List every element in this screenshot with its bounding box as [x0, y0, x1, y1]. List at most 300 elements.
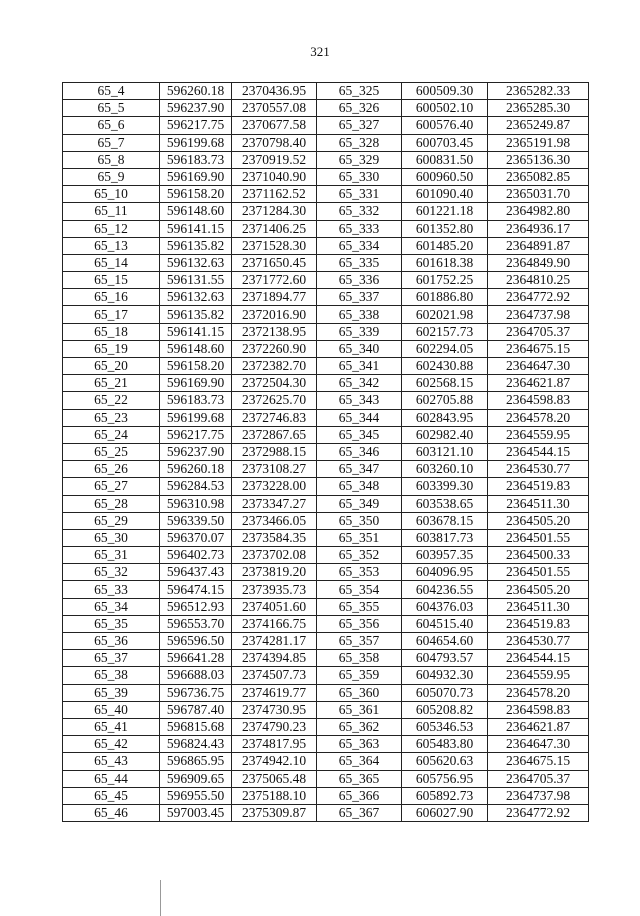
x-coordinate-cell: 602568.15 [402, 375, 488, 392]
y-coordinate-cell: 2364647.30 [488, 358, 589, 375]
x-coordinate-cell: 596158.20 [160, 358, 232, 375]
x-coordinate-cell: 596815.68 [160, 718, 232, 735]
y-coordinate-cell: 2365136.30 [488, 151, 589, 168]
point-id-cell: 65_357 [317, 633, 402, 650]
x-coordinate-cell: 600703.45 [402, 134, 488, 151]
x-coordinate-cell: 596437.43 [160, 564, 232, 581]
x-coordinate-cell: 596865.95 [160, 753, 232, 770]
x-coordinate-cell: 596553.70 [160, 615, 232, 632]
y-coordinate-cell: 2372504.30 [232, 375, 317, 392]
point-id-cell: 65_33 [63, 581, 160, 598]
y-coordinate-cell: 2370919.52 [232, 151, 317, 168]
table-row [63, 426, 589, 443]
point-id-cell: 65_16 [63, 289, 160, 306]
y-coordinate-cell: 2374942.10 [232, 753, 317, 770]
point-id-cell: 65_355 [317, 598, 402, 615]
table-row [63, 718, 589, 735]
point-id-cell: 65_38 [63, 667, 160, 684]
point-id-cell: 65_336 [317, 272, 402, 289]
x-coordinate-cell: 596141.15 [160, 323, 232, 340]
y-coordinate-cell: 2370798.40 [232, 134, 317, 151]
y-coordinate-cell: 2374790.23 [232, 718, 317, 735]
point-id-cell: 65_32 [63, 564, 160, 581]
y-coordinate-cell: 2364982.80 [488, 203, 589, 220]
y-coordinate-cell: 2371528.30 [232, 237, 317, 254]
y-coordinate-cell: 2375309.87 [232, 804, 317, 821]
y-coordinate-cell: 2372746.83 [232, 409, 317, 426]
y-coordinate-cell: 2364849.90 [488, 254, 589, 271]
point-id-cell: 65_26 [63, 461, 160, 478]
x-coordinate-cell: 596148.60 [160, 203, 232, 220]
x-coordinate-cell: 601886.80 [402, 289, 488, 306]
x-coordinate-cell: 596237.90 [160, 443, 232, 460]
x-coordinate-cell: 605208.82 [402, 701, 488, 718]
point-id-cell: 65_326 [317, 100, 402, 117]
y-coordinate-cell: 2364501.55 [488, 529, 589, 546]
x-coordinate-cell: 596199.68 [160, 134, 232, 151]
y-coordinate-cell: 2364675.15 [488, 340, 589, 357]
x-coordinate-cell: 596339.50 [160, 512, 232, 529]
table-row [63, 83, 589, 100]
x-coordinate-cell: 596787.40 [160, 701, 232, 718]
table-row [63, 461, 589, 478]
point-id-cell: 65_358 [317, 650, 402, 667]
x-coordinate-cell: 602294.05 [402, 340, 488, 357]
x-coordinate-cell: 596217.75 [160, 426, 232, 443]
x-coordinate-cell: 601752.25 [402, 272, 488, 289]
x-coordinate-cell: 600831.50 [402, 151, 488, 168]
point-id-cell: 65_366 [317, 787, 402, 804]
point-id-cell: 65_328 [317, 134, 402, 151]
point-id-cell: 65_364 [317, 753, 402, 770]
table-row [63, 340, 589, 357]
x-coordinate-cell: 596736.75 [160, 684, 232, 701]
table-row [63, 151, 589, 168]
x-coordinate-cell: 596199.68 [160, 409, 232, 426]
y-coordinate-cell: 2364705.37 [488, 323, 589, 340]
y-coordinate-cell: 2364578.20 [488, 409, 589, 426]
point-id-cell: 65_337 [317, 289, 402, 306]
y-coordinate-cell: 2372988.15 [232, 443, 317, 460]
y-coordinate-cell: 2364810.25 [488, 272, 589, 289]
scan-edge-line [160, 880, 161, 916]
x-coordinate-cell: 600509.30 [402, 83, 488, 100]
x-coordinate-cell: 603260.10 [402, 461, 488, 478]
point-id-cell: 65_341 [317, 358, 402, 375]
point-id-cell: 65_20 [63, 358, 160, 375]
point-id-cell: 65_334 [317, 237, 402, 254]
x-coordinate-cell: 603399.30 [402, 478, 488, 495]
x-coordinate-cell: 605346.53 [402, 718, 488, 735]
point-id-cell: 65_45 [63, 787, 160, 804]
table-row [63, 547, 589, 564]
table-row [63, 272, 589, 289]
table-row [63, 804, 589, 821]
point-id-cell: 65_11 [63, 203, 160, 220]
y-coordinate-cell: 2372382.70 [232, 358, 317, 375]
y-coordinate-cell: 2371650.45 [232, 254, 317, 271]
point-id-cell: 65_342 [317, 375, 402, 392]
x-coordinate-cell: 596237.90 [160, 100, 232, 117]
point-id-cell: 65_25 [63, 443, 160, 460]
x-coordinate-cell: 597003.45 [160, 804, 232, 821]
point-id-cell: 65_331 [317, 186, 402, 203]
y-coordinate-cell: 2370436.95 [232, 83, 317, 100]
point-id-cell: 65_10 [63, 186, 160, 203]
y-coordinate-cell: 2364737.98 [488, 787, 589, 804]
point-id-cell: 65_5 [63, 100, 160, 117]
point-id-cell: 65_12 [63, 220, 160, 237]
x-coordinate-cell: 602982.40 [402, 426, 488, 443]
y-coordinate-cell: 2375188.10 [232, 787, 317, 804]
x-coordinate-cell: 606027.90 [402, 804, 488, 821]
table-row [63, 186, 589, 203]
y-coordinate-cell: 2364772.92 [488, 289, 589, 306]
y-coordinate-cell: 2372867.65 [232, 426, 317, 443]
x-coordinate-cell: 596183.73 [160, 151, 232, 168]
point-id-cell: 65_36 [63, 633, 160, 650]
x-coordinate-cell: 596217.75 [160, 117, 232, 134]
y-coordinate-cell: 2364705.37 [488, 770, 589, 787]
point-id-cell: 65_348 [317, 478, 402, 495]
y-coordinate-cell: 2371284.30 [232, 203, 317, 220]
point-id-cell: 65_28 [63, 495, 160, 512]
table-row [63, 598, 589, 615]
y-coordinate-cell: 2374817.95 [232, 736, 317, 753]
x-coordinate-cell: 605483.80 [402, 736, 488, 753]
x-coordinate-cell: 600960.50 [402, 168, 488, 185]
x-coordinate-cell: 602705.88 [402, 392, 488, 409]
point-id-cell: 65_345 [317, 426, 402, 443]
y-coordinate-cell: 2364936.17 [488, 220, 589, 237]
point-id-cell: 65_13 [63, 237, 160, 254]
table-row [63, 237, 589, 254]
y-coordinate-cell: 2371040.90 [232, 168, 317, 185]
x-coordinate-cell: 596370.07 [160, 529, 232, 546]
x-coordinate-cell: 596512.93 [160, 598, 232, 615]
y-coordinate-cell: 2364772.92 [488, 804, 589, 821]
y-coordinate-cell: 2373466.05 [232, 512, 317, 529]
x-coordinate-cell: 603538.65 [402, 495, 488, 512]
x-coordinate-cell: 602021.98 [402, 306, 488, 323]
point-id-cell: 65_333 [317, 220, 402, 237]
point-id-cell: 65_340 [317, 340, 402, 357]
y-coordinate-cell: 2364544.15 [488, 650, 589, 667]
x-coordinate-cell: 596169.90 [160, 375, 232, 392]
point-id-cell: 65_24 [63, 426, 160, 443]
x-coordinate-cell: 604515.40 [402, 615, 488, 632]
x-coordinate-cell: 596131.55 [160, 272, 232, 289]
y-coordinate-cell: 2365285.30 [488, 100, 589, 117]
page-number: 321 [310, 44, 330, 59]
point-id-cell: 65_339 [317, 323, 402, 340]
table-row [63, 512, 589, 529]
point-id-cell: 65_42 [63, 736, 160, 753]
x-coordinate-cell: 596135.82 [160, 306, 232, 323]
point-id-cell: 65_37 [63, 650, 160, 667]
x-coordinate-cell: 596641.28 [160, 650, 232, 667]
point-id-cell: 65_14 [63, 254, 160, 271]
y-coordinate-cell: 2373702.08 [232, 547, 317, 564]
point-id-cell: 65_30 [63, 529, 160, 546]
y-coordinate-cell: 2364559.95 [488, 667, 589, 684]
x-coordinate-cell: 596135.82 [160, 237, 232, 254]
y-coordinate-cell: 2364530.77 [488, 633, 589, 650]
x-coordinate-cell: 596183.73 [160, 392, 232, 409]
y-coordinate-cell: 2372260.90 [232, 340, 317, 357]
table-row [63, 650, 589, 667]
x-coordinate-cell: 601485.20 [402, 237, 488, 254]
table-row [63, 529, 589, 546]
x-coordinate-cell: 596596.50 [160, 633, 232, 650]
point-id-cell: 65_29 [63, 512, 160, 529]
y-coordinate-cell: 2364578.20 [488, 684, 589, 701]
table-row [63, 168, 589, 185]
y-coordinate-cell: 2373108.27 [232, 461, 317, 478]
y-coordinate-cell: 2365082.85 [488, 168, 589, 185]
table-row [63, 770, 589, 787]
y-coordinate-cell: 2364505.20 [488, 512, 589, 529]
point-id-cell: 65_330 [317, 168, 402, 185]
point-id-cell: 65_22 [63, 392, 160, 409]
y-coordinate-cell: 2364505.20 [488, 581, 589, 598]
y-coordinate-cell: 2364675.15 [488, 753, 589, 770]
x-coordinate-cell: 596158.20 [160, 186, 232, 203]
point-id-cell: 65_365 [317, 770, 402, 787]
y-coordinate-cell: 2372016.90 [232, 306, 317, 323]
y-coordinate-cell: 2364511.30 [488, 495, 589, 512]
point-id-cell: 65_17 [63, 306, 160, 323]
y-coordinate-cell: 2374394.85 [232, 650, 317, 667]
y-coordinate-cell: 2364621.87 [488, 718, 589, 735]
x-coordinate-cell: 604096.95 [402, 564, 488, 581]
point-id-cell: 65_335 [317, 254, 402, 271]
point-id-cell: 65_41 [63, 718, 160, 735]
point-id-cell: 65_363 [317, 736, 402, 753]
y-coordinate-cell: 2364519.83 [488, 478, 589, 495]
y-coordinate-cell: 2370557.08 [232, 100, 317, 117]
point-id-cell: 65_7 [63, 134, 160, 151]
point-id-cell: 65_21 [63, 375, 160, 392]
x-coordinate-cell: 596260.18 [160, 461, 232, 478]
x-coordinate-cell: 604376.03 [402, 598, 488, 615]
table-row [63, 787, 589, 804]
point-id-cell: 65_347 [317, 461, 402, 478]
x-coordinate-cell: 596824.43 [160, 736, 232, 753]
y-coordinate-cell: 2374730.95 [232, 701, 317, 718]
point-id-cell: 65_40 [63, 701, 160, 718]
y-coordinate-cell: 2374507.73 [232, 667, 317, 684]
point-id-cell: 65_354 [317, 581, 402, 598]
coordinate-table-body [63, 83, 589, 822]
point-id-cell: 65_44 [63, 770, 160, 787]
table-row [63, 358, 589, 375]
table-row [63, 289, 589, 306]
x-coordinate-cell: 596909.65 [160, 770, 232, 787]
x-coordinate-cell: 601618.38 [402, 254, 488, 271]
point-id-cell: 65_15 [63, 272, 160, 289]
point-id-cell: 65_31 [63, 547, 160, 564]
x-coordinate-cell: 596141.15 [160, 220, 232, 237]
point-id-cell: 65_338 [317, 306, 402, 323]
point-id-cell: 65_367 [317, 804, 402, 821]
x-coordinate-cell: 603957.35 [402, 547, 488, 564]
x-coordinate-cell: 596310.98 [160, 495, 232, 512]
x-coordinate-cell: 596955.50 [160, 787, 232, 804]
point-id-cell: 65_343 [317, 392, 402, 409]
table-row [63, 684, 589, 701]
point-id-cell: 65_23 [63, 409, 160, 426]
x-coordinate-cell: 604932.30 [402, 667, 488, 684]
point-id-cell: 65_346 [317, 443, 402, 460]
x-coordinate-cell: 602843.95 [402, 409, 488, 426]
x-coordinate-cell: 601221.18 [402, 203, 488, 220]
table-row [63, 409, 589, 426]
point-id-cell: 65_35 [63, 615, 160, 632]
table-row [63, 117, 589, 134]
y-coordinate-cell: 2373347.27 [232, 495, 317, 512]
table-row [63, 203, 589, 220]
y-coordinate-cell: 2373228.00 [232, 478, 317, 495]
point-id-cell: 65_327 [317, 117, 402, 134]
point-id-cell: 65_353 [317, 564, 402, 581]
y-coordinate-cell: 2364559.95 [488, 426, 589, 443]
y-coordinate-cell: 2370677.58 [232, 117, 317, 134]
point-id-cell: 65_27 [63, 478, 160, 495]
table-row [63, 254, 589, 271]
point-id-cell: 65_46 [63, 804, 160, 821]
table-row [63, 478, 589, 495]
table-row [63, 495, 589, 512]
y-coordinate-cell: 2371162.52 [232, 186, 317, 203]
x-coordinate-cell: 603817.73 [402, 529, 488, 546]
x-coordinate-cell: 602430.88 [402, 358, 488, 375]
point-id-cell: 65_361 [317, 701, 402, 718]
x-coordinate-cell: 596169.90 [160, 168, 232, 185]
point-id-cell: 65_19 [63, 340, 160, 357]
x-coordinate-cell: 596148.60 [160, 340, 232, 357]
y-coordinate-cell: 2364544.15 [488, 443, 589, 460]
point-id-cell: 65_8 [63, 151, 160, 168]
y-coordinate-cell: 2364500.33 [488, 547, 589, 564]
y-coordinate-cell: 2365031.70 [488, 186, 589, 203]
table-row [63, 306, 589, 323]
x-coordinate-cell: 602157.73 [402, 323, 488, 340]
y-coordinate-cell: 2364511.30 [488, 598, 589, 615]
point-id-cell: 65_6 [63, 117, 160, 134]
table-row [63, 220, 589, 237]
point-id-cell: 65_356 [317, 615, 402, 632]
y-coordinate-cell: 2364647.30 [488, 736, 589, 753]
x-coordinate-cell: 601352.80 [402, 220, 488, 237]
point-id-cell: 65_332 [317, 203, 402, 220]
point-id-cell: 65_359 [317, 667, 402, 684]
y-coordinate-cell: 2371772.60 [232, 272, 317, 289]
point-id-cell: 65_351 [317, 529, 402, 546]
y-coordinate-cell: 2364530.77 [488, 461, 589, 478]
x-coordinate-cell: 605620.63 [402, 753, 488, 770]
table-row [63, 100, 589, 117]
y-coordinate-cell: 2374281.17 [232, 633, 317, 650]
y-coordinate-cell: 2374051.60 [232, 598, 317, 615]
x-coordinate-cell: 600576.40 [402, 117, 488, 134]
point-id-cell: 65_362 [317, 718, 402, 735]
x-coordinate-cell: 605756.95 [402, 770, 488, 787]
point-id-cell: 65_352 [317, 547, 402, 564]
table-row [63, 375, 589, 392]
coordinate-table [62, 82, 589, 822]
y-coordinate-cell: 2364621.87 [488, 375, 589, 392]
x-coordinate-cell: 604654.60 [402, 633, 488, 650]
point-id-cell: 65_4 [63, 83, 160, 100]
x-coordinate-cell: 596260.18 [160, 83, 232, 100]
y-coordinate-cell: 2364737.98 [488, 306, 589, 323]
point-id-cell: 65_360 [317, 684, 402, 701]
point-id-cell: 65_329 [317, 151, 402, 168]
y-coordinate-cell: 2373584.35 [232, 529, 317, 546]
x-coordinate-cell: 596688.03 [160, 667, 232, 684]
y-coordinate-cell: 2374619.77 [232, 684, 317, 701]
table-row [63, 392, 589, 409]
y-coordinate-cell: 2365191.98 [488, 134, 589, 151]
table-row [63, 564, 589, 581]
y-coordinate-cell: 2373819.20 [232, 564, 317, 581]
x-coordinate-cell: 600502.10 [402, 100, 488, 117]
y-coordinate-cell: 2373935.73 [232, 581, 317, 598]
y-coordinate-cell: 2372138.95 [232, 323, 317, 340]
point-id-cell: 65_325 [317, 83, 402, 100]
x-coordinate-cell: 603121.10 [402, 443, 488, 460]
x-coordinate-cell: 604793.57 [402, 650, 488, 667]
x-coordinate-cell: 605070.73 [402, 684, 488, 701]
x-coordinate-cell: 605892.73 [402, 787, 488, 804]
table-row [63, 701, 589, 718]
x-coordinate-cell: 596474.15 [160, 581, 232, 598]
y-coordinate-cell: 2372625.70 [232, 392, 317, 409]
y-coordinate-cell: 2364891.87 [488, 237, 589, 254]
point-id-cell: 65_43 [63, 753, 160, 770]
table-row [63, 581, 589, 598]
x-coordinate-cell: 601090.40 [402, 186, 488, 203]
y-coordinate-cell: 2364501.55 [488, 564, 589, 581]
table-row [63, 615, 589, 632]
y-coordinate-cell: 2364519.83 [488, 615, 589, 632]
table-row [63, 443, 589, 460]
point-id-cell: 65_34 [63, 598, 160, 615]
y-coordinate-cell: 2364598.83 [488, 701, 589, 718]
x-coordinate-cell: 604236.55 [402, 581, 488, 598]
point-id-cell: 65_9 [63, 168, 160, 185]
point-id-cell: 65_349 [317, 495, 402, 512]
y-coordinate-cell: 2374166.75 [232, 615, 317, 632]
point-id-cell: 65_344 [317, 409, 402, 426]
x-coordinate-cell: 596132.63 [160, 254, 232, 271]
point-id-cell: 65_18 [63, 323, 160, 340]
x-coordinate-cell: 603678.15 [402, 512, 488, 529]
point-id-cell: 65_39 [63, 684, 160, 701]
y-coordinate-cell: 2364598.83 [488, 392, 589, 409]
x-coordinate-cell: 596132.63 [160, 289, 232, 306]
x-coordinate-cell: 596402.73 [160, 547, 232, 564]
y-coordinate-cell: 2365282.33 [488, 83, 589, 100]
table-row [63, 633, 589, 650]
table-row [63, 134, 589, 151]
y-coordinate-cell: 2375065.48 [232, 770, 317, 787]
y-coordinate-cell: 2365249.87 [488, 117, 589, 134]
table-row [63, 323, 589, 340]
y-coordinate-cell: 2371406.25 [232, 220, 317, 237]
table-row [63, 736, 589, 753]
